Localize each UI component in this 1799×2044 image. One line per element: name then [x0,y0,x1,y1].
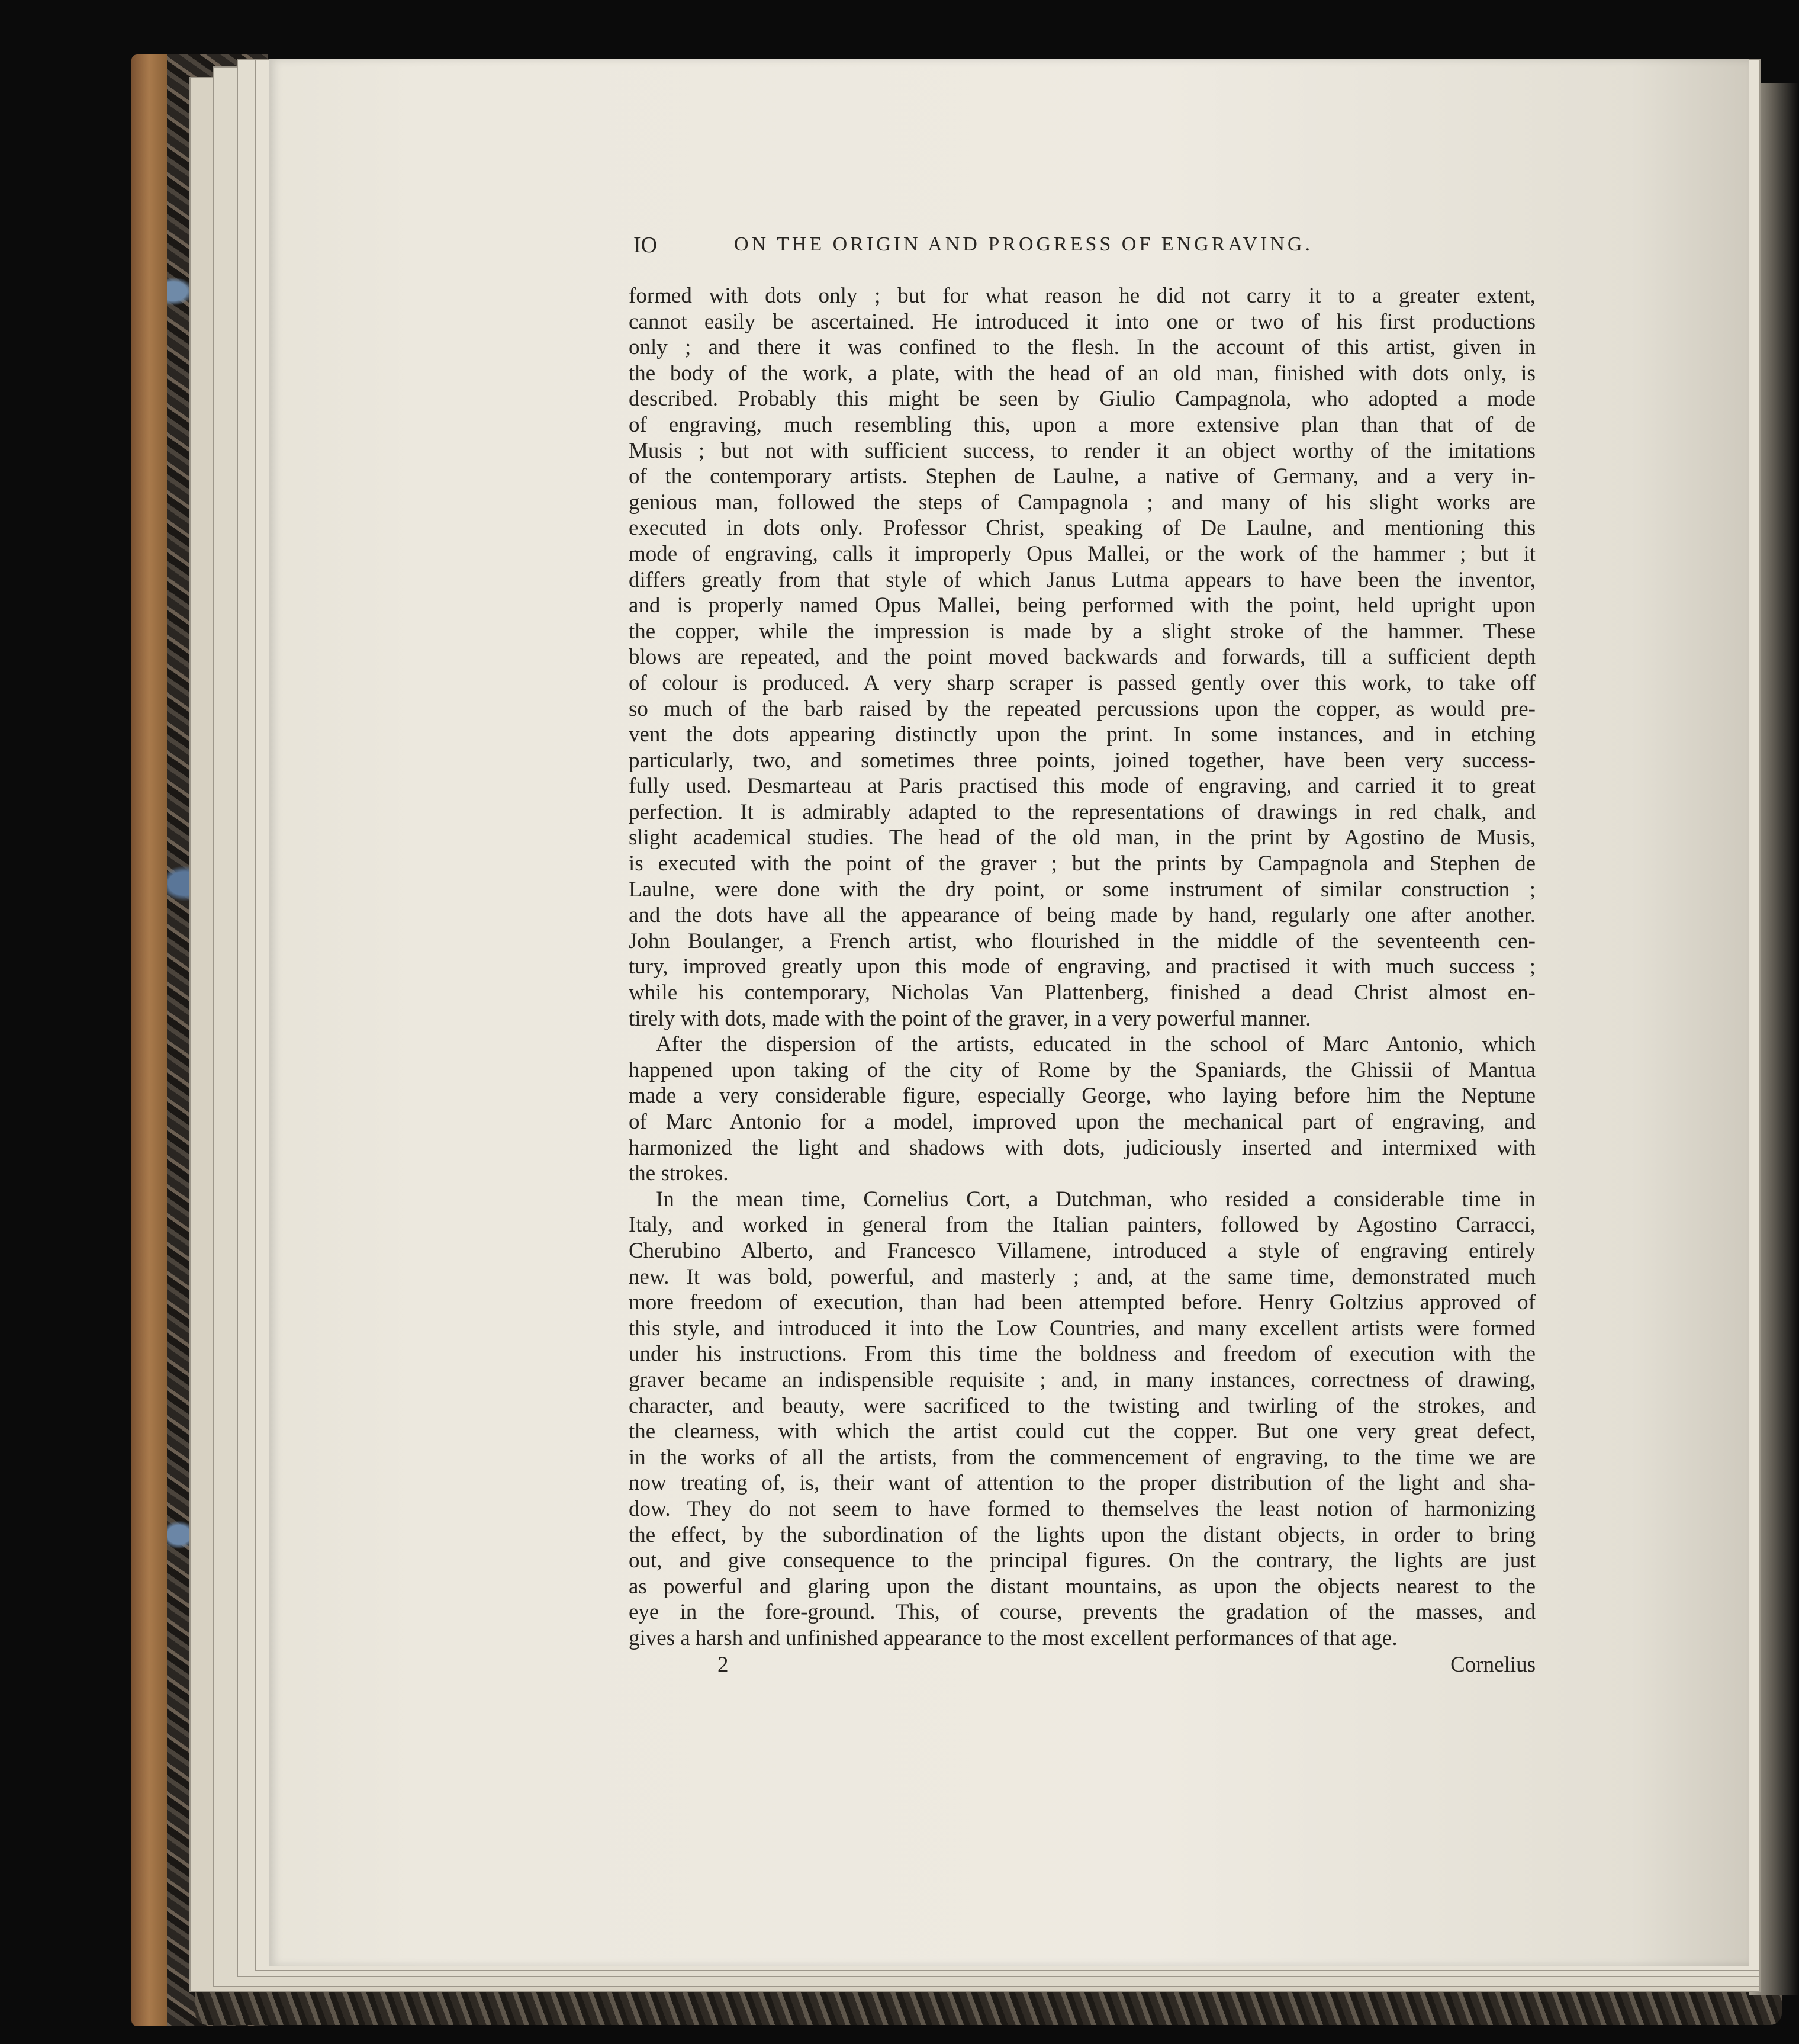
running-head [633,232,1533,262]
text-line: Laulne, were done with the dry point, or some instrument of similar construction ; [629,877,1536,902]
text-line: dow. They do not seem to have formed to themselves the least notion of harmonizing [629,1496,1536,1521]
text-line: of colour is produced. A very sharp scraper is passed gently over this work, to take off [629,670,1536,695]
text-line: formed with dots only ; but for what reason he did not carry it to a greater extent, [629,284,1536,308]
body-text [629,283,1536,1651]
text-line: of engraving, much resembling this, upon a more extensive plan than that of de [629,412,1536,437]
text-line: the clearness, with which the artist could cut the copper. But one very great defect, [629,1419,1536,1444]
text-line: slight academical studies. The head of the old man, in the print by Agostino de Musis, [629,825,1536,850]
text-line: described. Probably this might be seen by Giulio Campagnola, who adopted a mode [629,387,1536,412]
catchword: Cornelius [1450,1653,1536,1677]
text-line: gives a harsh and unfinished appearance to the most excellent performances of that age. [629,1625,1398,1650]
running-title: ON THE ORIGIN AND PROGRESS OF ENGRAVING. [734,233,1313,255]
text-line: under his instructions. From this time the boldness and freedom of execution with the [629,1342,1536,1367]
paragraph [629,1187,1536,1651]
text-line: and the dots have all the appearance of being made by hand, regularly one after another. [629,903,1536,928]
text-line: the copper, while the impression is made by a slight stroke of the hammer. These [629,619,1536,644]
text-line: graver became an indispensible requisite ; and, in many instances, correctness of drawing, [629,1367,1536,1392]
text-line: made a very considerable figure, especially George, who laying before him the Neptune [629,1084,1536,1108]
page-number: IO [633,233,658,258]
text-line: character, and beauty, were sacrificed to the twisting and twirling of the strokes, and [629,1393,1536,1418]
text-line: Cherubino Alberto, and Francesco Villamene, introduced a style of engraving entirely [629,1238,1536,1263]
text-line: new. It was bold, powerful, and masterly ; and, at the same time, demonstrated much [629,1264,1536,1289]
text-line: eye in the fore-ground. This, of course, prevents the gradation of the masses, and [629,1600,1536,1625]
signature-mark: 2 [717,1653,729,1677]
paragraph [629,1031,1536,1187]
text-line: fully used. Desmarteau at Paris practised this mode of engraving, and carried it to great [629,774,1536,799]
text-line: in the works of all the artists, from the commencement of engraving, to the time we are [629,1445,1536,1470]
text-line: this style, and introduced it into the Low Countries, and many excellent artists were formed [629,1316,1536,1341]
text-line: In the mean time, Cornelius Cort, a Dutchman, who resided a considerable time in [656,1187,1536,1211]
text-line: more freedom of execution, than had been attempted before. Henry Goltzius approved of [629,1290,1536,1315]
leather-spine-edge [131,54,167,2026]
text-line: particularly, two, and sometimes three points, joined together, have been very success- [629,748,1536,773]
text-line: vent the dots appearing distinctly upon the print. In some instances, and in etching [629,722,1536,747]
text-line: of Marc Antonio for a model, improved upon the mechanical part of engraving, and [629,1110,1536,1134]
text-line: the effect, by the subordination of the lights upon the distant objects, in order to bring [629,1522,1536,1547]
text-line: as powerful and glaring upon the distant mountains, as upon the objects nearest to the [629,1574,1536,1599]
text-line: the strokes. [629,1161,729,1186]
text-line: while his contemporary, Nicholas Van Plattenberg, finished a dead Christ almost en- [629,981,1536,1005]
text-line: of the contemporary artists. Stephen de Laulne, a native of Germany, and a very in- [629,464,1536,489]
text-line: now treating of, is, their want of attention to the proper distribution of the light and sha- [629,1471,1536,1496]
text-line: mode of engraving, calls it improperly Opus Mallei, or the work of the hammer ; but it [629,541,1536,566]
text-line: out, and give consequence to the principal figures. On the contrary, the lights are just [629,1548,1536,1573]
text-line: so much of the barb raised by the repeated percussions upon the copper, as would pre- [629,696,1536,721]
text-line: differs greatly from that style of which Janus Lutma appears to have been the inventor, [629,567,1536,592]
text-line: tury, improved greatly upon this mode of engraving, and practised it with much success ; [629,954,1536,979]
text-line: only ; and there it was confined to the flesh. In the account of this artist, given in [629,335,1536,360]
text-line: cannot easily be ascertained. He introduced it into one or two of his first productions [629,309,1536,334]
text-line: blows are repeated, and the point moved backwards and forwards, till a sufficient depth [629,645,1536,670]
text-line: John Boulanger, a French artist, who flourished in the middle of the seventeenth cen- [629,928,1536,953]
text-line: After the dispersion of the artists, educated in the school of Marc Antonio, which [656,1032,1536,1057]
paragraph [629,283,1536,1031]
text-line: Musis ; but not with sufficient success, to render it an object worthy of the imitations [629,438,1536,463]
text-line: tirely with dots, made with the point of the graver, in a very powerful manner. [629,1006,1311,1031]
text-line: perfection. It is admirably adapted to the representations of drawings in red chalk, and [629,799,1536,824]
page-footer [629,1652,1536,1682]
text-line: is executed with the point of the graver ; but the prints by Campagnola and Stephen de [629,851,1536,876]
text-line: harmonized the light and shadows with dots, judiciously inserted and intermixed with [629,1135,1536,1160]
text-line: Italy, and worked in general from the Italian painters, followed by Agostino Carracci, [629,1213,1536,1238]
text-line: genious man, followed the steps of Campagnola ; and many of his slight works are [629,490,1536,515]
text-line: happened upon taking of the city of Rome by the Spaniards, the Ghissii of Mantua [629,1058,1536,1082]
text-line: and is properly named Opus Mallei, being performed with the point, held upright upon [629,593,1536,618]
text-line: executed in dots only. Professor Christ, speaking of De Laulne, and mentioning this [629,516,1536,541]
text-line: the body of the work, a plate, with the head of an old man, finished with dots only, is [629,361,1536,385]
